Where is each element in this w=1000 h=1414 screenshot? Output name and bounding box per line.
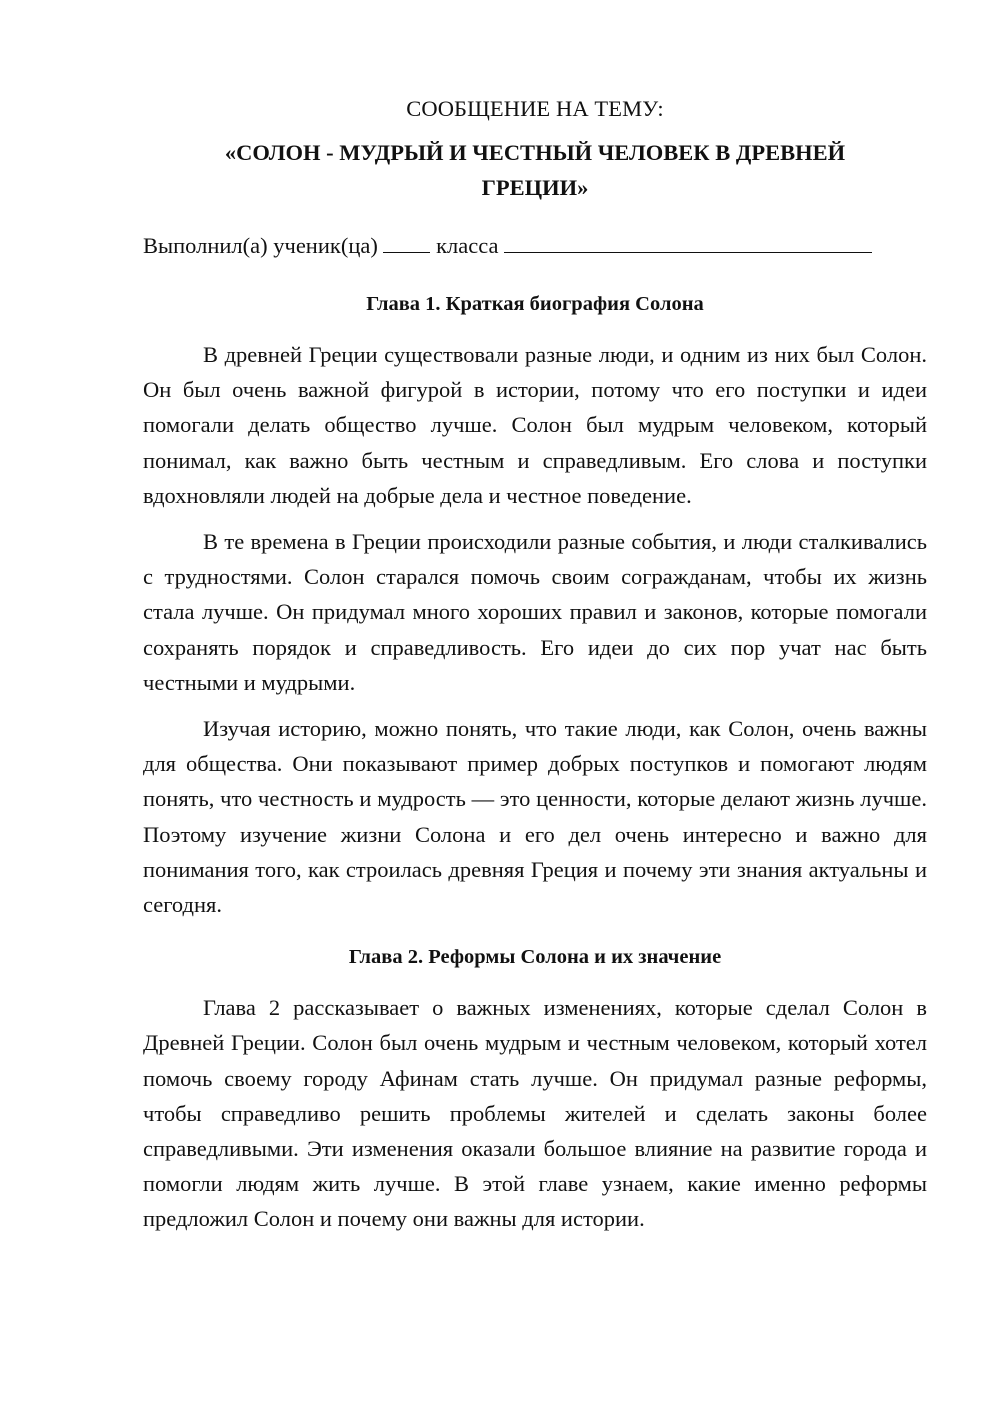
chapter-1-paragraph: В древней Греции существовали разные люди, и одним из них был Солон. Он был очень важной фигурой в истории, потому что его поступки и идеи помогали делать общество лучше. Солон был мудрым человеком, который понимал, как важно быть честным и справедливым. Его слова и поступки вдохновляли людей на добрые дела и честное поведение. [143,342,927,508]
author-line [143,230,927,262]
author-prefix: Выполнил(а) ученик(ца) [143,233,378,258]
grade-blank [383,230,430,253]
report-topic: «СОЛОН - МУДРЫЙ И ЧЕСТНЫЙ ЧЕЛОВЕК В ДРЕВНЕЙ ГРЕЦИИ» [224,140,846,200]
chapter-2-paragraph: Глава 2 рассказывает о важных изменениях, которые сделал Солон в Древней Греции. Солон был очень мудрым и честным человеком, который хотел помочь своему городу Афинам стать лучше. Он придумал разные реформы, чтобы справедливо решить проблемы жителей и сделать законы более справедливыми. Эти изменения оказали большое влияние на развитие города и помогли людям жить лучше. В этой главе узнаем, какие именно реформы предложил Солон и почему они важны для истории. [143,995,927,1232]
chapter-2-title: Глава 2. Реформы Солона и их значение [348,946,722,969]
chapter-1-paragraph: В те времена в Греции происходили разные события, и люди сталкивались с трудностями. Солон старался помочь своим согражданам, чтобы их жизнь стала лучше. Он придумал много хороших правил и законов, которые помогали сохранять порядок и справедливость. Его идеи до сих пор учат нас быть честными и мудрыми. [143,529,927,695]
report-label: СООБЩЕНИЕ НА ТЕМУ: [406,96,664,121]
name-blank [504,230,872,253]
chapter-1-title: Глава 1. Краткая биография Солона [366,293,704,315]
author-middle: класса [436,233,499,258]
chapter-1-paragraph: Изучая историю, можно понять, что такие люди, как Солон, очень важны для общества. Они показывают пример добрых поступков и помогают людям понять, что честность и мудрость — это ценности, которые делают жизнь лучше. Поэтому изучение жизни Солона и его дел очень интересно и важно для понимания того, как строилась древняя Греция и почему эти знания актуальны и сегодня. [143,716,927,918]
